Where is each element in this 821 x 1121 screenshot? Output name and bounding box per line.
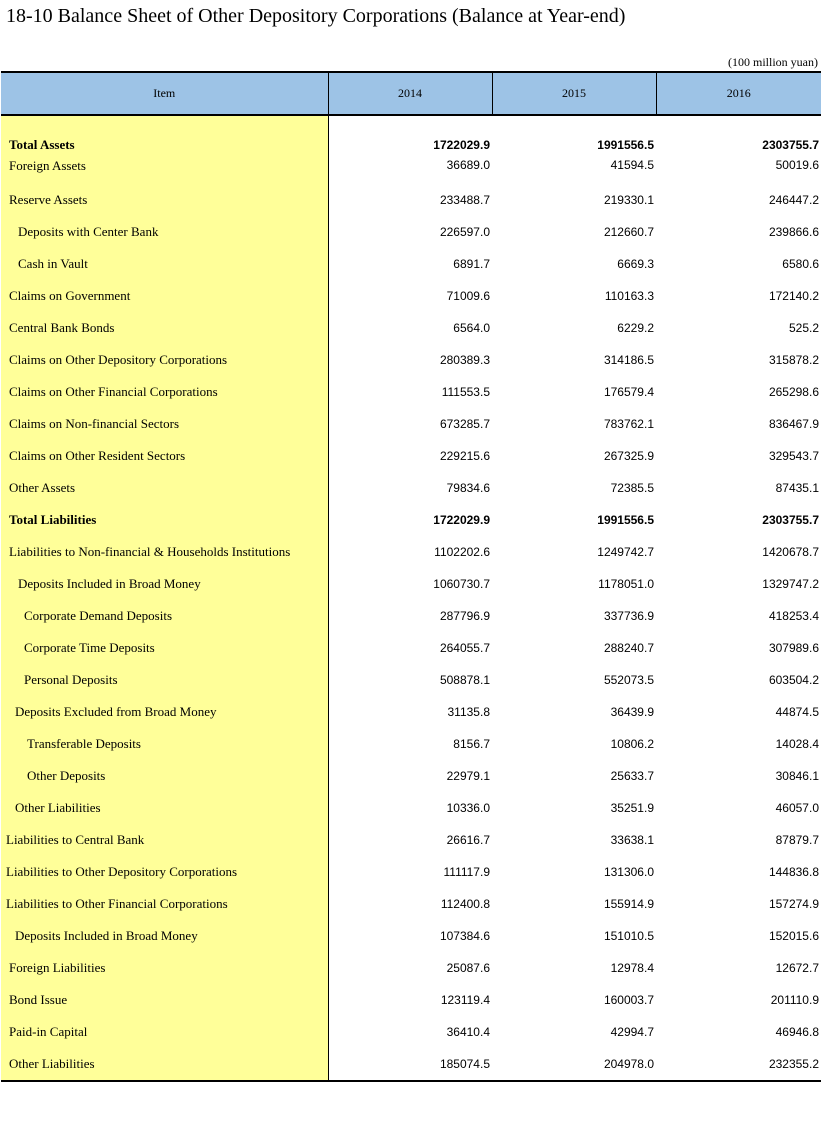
value-2016: 6580.6 — [782, 257, 819, 271]
value-2014: 31135.8 — [447, 705, 490, 719]
value-2015: 151010.5 — [603, 929, 654, 943]
table-row — [1, 856, 821, 888]
value-2015: 110163.3 — [604, 289, 654, 303]
value-2016: 44874.5 — [775, 705, 819, 719]
value-2016: 2303755.7 — [762, 138, 819, 152]
value-2015: 314186.5 — [603, 353, 654, 367]
value-2016: 172140.2 — [768, 289, 819, 303]
value-2016: 418253.4 — [768, 609, 819, 623]
value-2015: 155914.9 — [603, 897, 654, 911]
value-2014: 287796.9 — [439, 609, 490, 623]
value-2016: 246447.2 — [768, 193, 819, 207]
value-2016: 201110.9 — [770, 993, 819, 1007]
row-item-label: Other Liabilities — [1, 1048, 328, 1081]
row-item-label: Foreign Liabilities — [1, 952, 328, 984]
value-2016: 232355.2 — [656, 1048, 821, 1081]
value-2015: 6669.3 — [617, 257, 654, 271]
header-row — [1, 72, 821, 115]
value-2016: 87879.7 — [775, 833, 819, 847]
row-item-label: Liabilities to Central Bank — [1, 824, 328, 856]
row-item-label: Liabilities to Other Depository Corporations — [1, 856, 328, 888]
row-item-label: Other Liabilities — [1, 792, 328, 824]
row-item-label: Bond Issue — [1, 984, 328, 1016]
header-year-2016: 2016 — [656, 72, 821, 115]
table-row — [1, 920, 821, 952]
value-2015: 1991556.5 — [597, 513, 654, 527]
row-item-label: Claims on Non-financial Sectors — [1, 408, 328, 440]
table-row — [1, 216, 821, 248]
table-row — [1, 472, 821, 504]
value-2016: 265298.6 — [768, 385, 819, 399]
row-item-label: Other Assets — [1, 472, 328, 504]
unit-label: (100 million yuan) — [728, 55, 818, 69]
table-row — [1, 600, 821, 632]
value-2014: 673285.7 — [439, 417, 490, 431]
value-2016: 152015.6 — [768, 929, 819, 943]
value-2014: 264055.7 — [439, 641, 490, 655]
value-2014: 112400.8 — [440, 897, 490, 911]
value-2015: 1991556.5 — [597, 138, 654, 152]
value-2015: 12978.4 — [610, 961, 654, 975]
row-item-label: Total Liabilities — [1, 504, 328, 536]
row-item-label: Deposits Included in Broad Money — [1, 920, 328, 952]
value-2014: 111117.9 — [443, 865, 490, 879]
page-title: 18-10 Balance Sheet of Other Depository Corporations (Balance at Year-end) — [6, 5, 626, 27]
table-row — [1, 696, 821, 728]
value-2016: 46946.8 — [775, 1025, 819, 1039]
row-item-label: Foreign Assets — [1, 158, 328, 184]
table-row — [1, 280, 821, 312]
row-item-label: Liabilities to Other Financial Corporations — [1, 888, 328, 920]
value-2014: 79834.6 — [446, 481, 490, 495]
table-row — [1, 312, 821, 344]
value-2015: 212660.7 — [603, 225, 654, 239]
value-2014: 36410.4 — [446, 1025, 490, 1039]
row-item-label: Total Assets — [1, 132, 328, 158]
row-item-label: Paid-in Capital — [1, 1016, 328, 1048]
value-2016: 87435.1 — [775, 481, 819, 495]
value-2014: 10336.0 — [446, 801, 490, 815]
value-2016: 46057.0 — [775, 801, 819, 815]
table-row — [1, 984, 821, 1016]
value-2015: 33638.1 — [610, 833, 654, 847]
table-row — [1, 1048, 821, 1081]
table-body — [1, 115, 821, 1081]
value-2016: 315878.2 — [768, 353, 819, 367]
table-row — [1, 568, 821, 600]
value-2014: 226597.0 — [439, 225, 490, 239]
table-row — [1, 408, 821, 440]
value-2016: 603504.2 — [768, 673, 819, 687]
value-2015: 1178051.0 — [598, 577, 654, 591]
table-row — [1, 536, 821, 568]
row-item-label: Claims on Government — [1, 280, 328, 312]
value-2015: 35251.9 — [610, 801, 654, 815]
value-2016: 30846.1 — [775, 769, 819, 783]
value-2016: 1329747.2 — [762, 577, 819, 591]
value-2014: 233488.7 — [439, 193, 490, 207]
value-2014: 6564.0 — [453, 321, 490, 335]
value-2014: 107384.6 — [439, 929, 490, 943]
table-row — [1, 184, 821, 216]
value-2016: 307989.6 — [768, 641, 819, 655]
value-2015: 219330.1 — [603, 193, 654, 207]
table-row — [1, 132, 821, 158]
table-row — [1, 664, 821, 696]
table-row — [1, 344, 821, 376]
value-2014: 22979.1 — [446, 769, 490, 783]
value-2016: 144836.8 — [768, 865, 819, 879]
table-row — [1, 632, 821, 664]
row-item-label: Deposits Included in Broad Money — [1, 568, 328, 600]
table-row — [1, 792, 821, 824]
spacer-row — [1, 115, 821, 132]
value-2015: 204978.0 — [492, 1048, 656, 1081]
value-2014: 1722029.9 — [433, 513, 490, 527]
table-row — [1, 376, 821, 408]
value-2015: 72385.5 — [610, 481, 654, 495]
value-2014: 8156.7 — [453, 737, 490, 751]
row-item-label: Other Deposits — [1, 760, 328, 792]
value-2016: 14028.4 — [775, 737, 819, 751]
value-2014: 185074.5 — [328, 1048, 492, 1081]
table-row — [1, 440, 821, 472]
value-2014: 25087.6 — [446, 961, 490, 975]
row-item-label: Personal Deposits — [1, 664, 328, 696]
row-item-label: Claims on Other Depository Corporations — [1, 344, 328, 376]
value-2016: 836467.9 — [768, 417, 819, 431]
value-2016: 239866.6 — [768, 225, 819, 239]
value-2016: 12672.7 — [775, 961, 819, 975]
value-2016: 1420678.7 — [762, 545, 819, 559]
value-2015: 267325.9 — [603, 449, 654, 463]
table-row — [1, 888, 821, 920]
row-item-label: Deposits Excluded from Broad Money — [1, 696, 328, 728]
value-2014: 508878.1 — [439, 673, 490, 687]
value-2016: 525.2 — [788, 321, 819, 335]
row-item-label: Claims on Other Resident Sectors — [1, 440, 328, 472]
value-2015: 41594.5 — [610, 158, 654, 172]
value-2016: 329543.7 — [768, 449, 819, 463]
value-2016: 2303755.7 — [762, 513, 819, 527]
value-2015: 552073.5 — [603, 673, 654, 687]
row-item-label: Deposits with Center Bank — [1, 216, 328, 248]
value-2015: 25633.7 — [610, 769, 654, 783]
value-2014: 26616.7 — [446, 833, 490, 847]
value-2015: 131306.0 — [603, 865, 654, 879]
value-2015: 36439.9 — [610, 705, 654, 719]
value-2015: 288240.7 — [603, 641, 654, 655]
value-2015: 176579.4 — [603, 385, 654, 399]
value-2014: 36689.0 — [446, 158, 490, 172]
table-row — [1, 248, 821, 280]
value-2015: 42994.7 — [610, 1025, 654, 1039]
row-item-label: Claims on Other Financial Corporations — [1, 376, 328, 408]
value-2015: 1249742.7 — [597, 545, 654, 559]
header-year-2014: 2014 — [328, 72, 492, 115]
table-row — [1, 760, 821, 792]
table-row — [1, 158, 821, 184]
value-2014: 229215.6 — [439, 449, 490, 463]
value-2014: 123119.4 — [440, 993, 490, 1007]
value-2015: 6229.2 — [617, 321, 654, 335]
table-row — [1, 952, 821, 984]
row-item-label: Corporate Time Deposits — [1, 632, 328, 664]
value-2015: 160003.7 — [603, 993, 654, 1007]
value-2016: 157274.9 — [768, 897, 819, 911]
header-item: Item — [1, 72, 328, 115]
value-2014: 111553.5 — [441, 385, 490, 399]
table-row — [1, 1016, 821, 1048]
header-year-2015: 2015 — [492, 72, 656, 115]
row-item-label: Liabilities to Non-financial & Households Institutions — [1, 536, 328, 568]
row-item-label: Transferable Deposits — [1, 728, 328, 760]
row-item-label: Reserve Assets — [1, 184, 328, 216]
value-2015: 337736.9 — [603, 609, 654, 623]
balance-sheet-table — [1, 71, 821, 1082]
value-2014: 280389.3 — [439, 353, 490, 367]
value-2014: 6891.7 — [453, 257, 490, 271]
value-2016: 50019.6 — [775, 158, 819, 172]
value-2015: 10806.2 — [610, 737, 654, 751]
value-2014: 1102202.6 — [434, 545, 490, 559]
value-2014: 1722029.9 — [433, 138, 490, 152]
value-2015: 783762.1 — [603, 417, 654, 431]
table-row — [1, 728, 821, 760]
row-item-label: Corporate Demand Deposits — [1, 600, 328, 632]
table-row — [1, 504, 821, 536]
table-row — [1, 824, 821, 856]
row-item-label: Cash in Vault — [1, 248, 328, 280]
row-item-label: Central Bank Bonds — [1, 312, 328, 344]
value-2014: 71009.6 — [446, 289, 490, 303]
value-2014: 1060730.7 — [433, 577, 490, 591]
table-header — [1, 72, 821, 115]
